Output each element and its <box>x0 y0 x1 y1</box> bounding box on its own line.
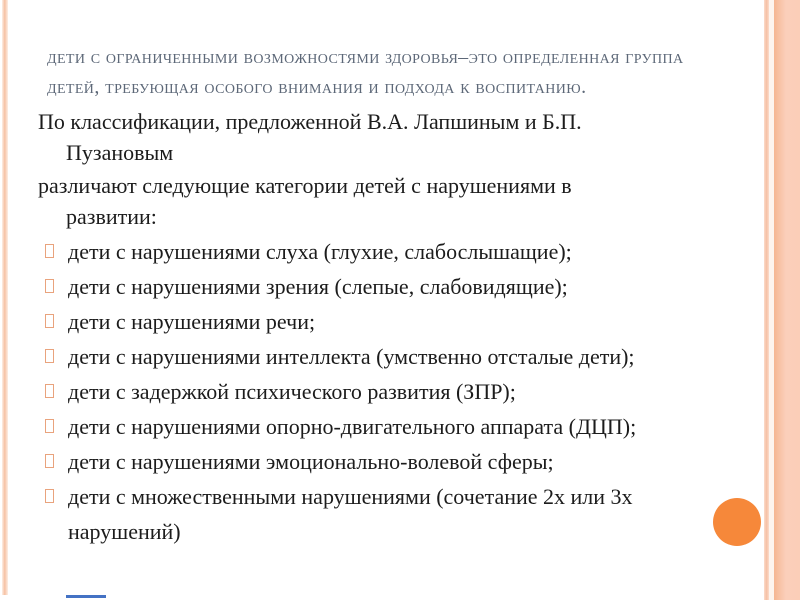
list-item-text: дети с задержкой психического развития (ЗПР); <box>68 379 516 404</box>
square-bullet-icon <box>45 279 54 293</box>
square-bullet-icon <box>45 419 54 433</box>
list-item <box>38 444 652 479</box>
square-bullet-icon <box>45 384 54 398</box>
list-item <box>38 304 652 339</box>
intro-paragraph-2: различают следующие категории детей с нарушениями в развитии: <box>38 173 572 229</box>
slide-body <box>38 106 652 549</box>
list-item-text: дети с нарушениями эмоционально-волевой сферы; <box>68 449 554 474</box>
accent-circle <box>713 498 761 546</box>
list-item <box>38 269 652 304</box>
list-item <box>38 234 652 269</box>
intro-paragraph-1: По классификации, предложенной В.А. Лапшиным и Б.П. Пузановым <box>38 109 582 165</box>
left-border-stripe <box>2 0 8 595</box>
list-item-text: дети с нарушениями слуха (глухие, слабослышащие); <box>68 239 572 264</box>
list-item <box>38 374 652 409</box>
list-item-text: дети с нарушениями речи; <box>68 309 316 334</box>
category-list <box>38 234 652 549</box>
square-bullet-icon <box>45 349 54 363</box>
right-wide-stripe <box>774 0 800 600</box>
square-bullet-icon <box>45 489 54 503</box>
list-item <box>38 409 652 444</box>
slide-title: дети с ограниченными возможностями здоровья–это определенная группа детей, требующая особого внимания и подхода к воспитанию. <box>47 46 684 98</box>
list-item <box>38 339 652 374</box>
list-item-text: дети с нарушениями опорно-двигательного аппарата (ДЦП); <box>68 414 637 439</box>
footer-line <box>66 595 106 598</box>
list-item-text: дети с множественными нарушениями (сочетание 2х или 3х нарушений) <box>68 484 633 544</box>
square-bullet-icon <box>45 244 54 258</box>
list-item-text: дети с нарушениями зрения (слепые, слабовидящие); <box>68 274 568 299</box>
list-item-text: дети с нарушениями интеллекта (умственно отсталые дети); <box>68 344 635 369</box>
square-bullet-icon <box>45 314 54 328</box>
square-bullet-icon <box>45 454 54 468</box>
list-item <box>38 479 652 549</box>
